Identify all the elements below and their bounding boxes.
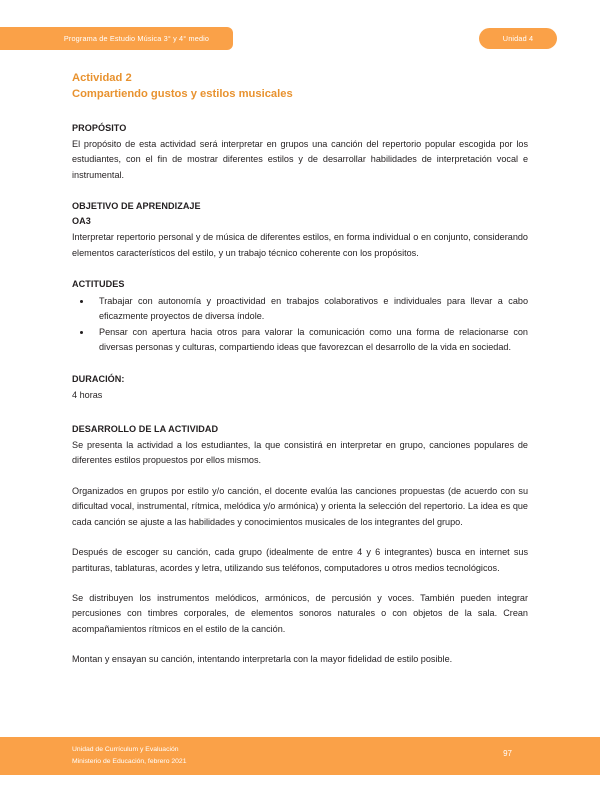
actitudes-list bbox=[72, 294, 528, 356]
proposito-heading: PROPÓSITO bbox=[72, 123, 127, 133]
desarrollo-paragraph: Después de escoger su canción, cada grupo (idealmente de entre 4 y 6 integrantes) busca en internet sus partituras, tablaturas, acordes y letra, utilizando sus teléfonos, computadores u otros medios tecnológicos. bbox=[72, 547, 528, 573]
document-content bbox=[72, 70, 528, 668]
header-program-bar bbox=[0, 27, 233, 50]
duracion-heading: DURACIÓN: bbox=[72, 373, 125, 384]
desarrollo-paragraph: Se distribuyen los instrumentos melódicos, armónicos, de percusión y voces. También pueden integrar percusiones con timbres corporales, de elementos sonoros naturales o con objetos de la sala. Crean acompañamientos rítmicos en el estilo de la canción. bbox=[72, 592, 528, 634]
objetivo-code: OA3 bbox=[72, 216, 91, 227]
desarrollo-heading: DESARROLLO DE LA ACTIVIDAD bbox=[72, 424, 219, 435]
footer-source bbox=[72, 744, 186, 767]
spacer bbox=[72, 356, 528, 372]
duracion-value: 4 horas bbox=[72, 389, 103, 400]
spacer bbox=[72, 469, 528, 484]
footer-bar bbox=[0, 737, 600, 775]
unit-badge-label: Unidad 4 bbox=[502, 34, 534, 43]
unit-badge bbox=[479, 28, 557, 49]
spacer bbox=[72, 261, 528, 277]
desarrollo-paragraph: Se presenta la actividad a los estudiantes, la que consistirá en interpretar en grupo, canciones populares de diferentes estilos propuestos por ellos mismos. bbox=[72, 440, 528, 466]
desarrollo-paragraph: Organizados en grupos por estilo y/o canción, el docente evalúa las canciones propuestas (de acuerdo con su dificultad vocal, instrumental, rítmica, melódica y/o armónica) y orienta la selección del repertorio. La idea es que cada canción se ajuste a las habilidades y conocimientos musicales de los integrantes del grupo. bbox=[72, 485, 528, 527]
list-item: Pensar con apertura hacia otros para valorar la comunicación como una forma de relacionarse con diversas personas y culturas, compartiendo ideas que favorezcan el desarrollo de la vida en sociedad. bbox=[72, 325, 528, 356]
header-program-label: Programa de Estudio Música 3° y 4° medio bbox=[63, 34, 210, 43]
spacer bbox=[72, 183, 528, 199]
spacer bbox=[72, 576, 528, 591]
actitudes-heading: ACTITUDES bbox=[72, 279, 125, 290]
list-item: Trabajar con autonomía y proactividad en trabajos colaborativos e individuales para llevar a cabo eficazmente proyectos de diversa índole. bbox=[72, 294, 528, 325]
footer-line-1: Unidad de Currículum y Evaluación bbox=[72, 746, 179, 753]
activity-number-title: Actividad 2 bbox=[72, 72, 132, 84]
proposito-text: El propósito de esta actividad será interpretar en grupos una canción del repertorio popular escogida por los estudiantes, con el fin de mostrar diferentes estilos y de desarrollar habilidades de interpretación vocal e instrumental. bbox=[72, 139, 528, 180]
objetivo-heading: OBJETIVO DE APRENDIZAJE bbox=[72, 201, 201, 212]
page-number: 97 bbox=[503, 749, 512, 758]
objetivo-text: Interpretar repertorio personal y de música de diferentes estilos, en forma individual o en conjunto, considerando elementos característicos del estilo, y un trabajo técnico coherente con los propósitos. bbox=[72, 232, 528, 258]
desarrollo-paragraph: Montan y ensayan su canción, intentando interpretarla con la mayor fidelidad de estilo posible. bbox=[72, 654, 453, 665]
activity-name-title: Compartiendo gustos y estilos musicales bbox=[72, 88, 293, 100]
footer-line-2: Ministerio de Educación, febrero 2021 bbox=[72, 757, 187, 765]
spacer bbox=[72, 403, 528, 422]
spacer bbox=[72, 637, 528, 652]
spacer bbox=[72, 530, 528, 545]
